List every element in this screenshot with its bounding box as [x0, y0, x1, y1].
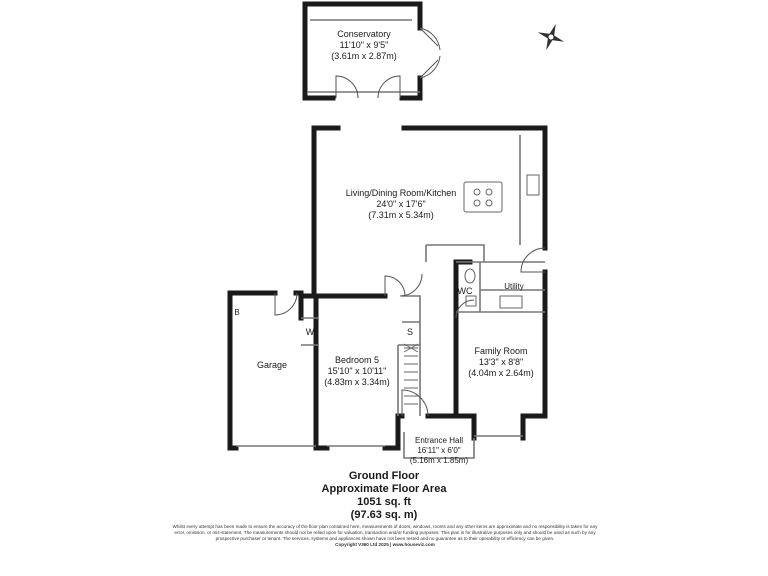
room-dims-metric: (5.16m x 1.85m)	[409, 456, 469, 465]
room-name: WC	[457, 286, 473, 296]
wardrobe-marker	[304, 327, 316, 338]
disclaimer-text: Whilst every attempt has been made to ensure the accuracy of the floor plan contained here, measurements of doors, windows, rooms and any other items are approximate and no responsibility is taken for any error, omission, or mis-statement. The measurements should not be relied upon for valuation, transaction and/or funding purposes. This plan is for illustrative purposes only and should be used as such by any prospective purchaser or tenant. The services, systems and appliances shown have not been tested and no guarantee as to their operability or efficiency can be given.	[172, 524, 598, 541]
wc-label	[455, 286, 475, 297]
boiler-marker	[232, 307, 242, 318]
room-dims-imperial: 13'3" x 8'8"	[478, 357, 524, 367]
room-name: Utility	[504, 282, 524, 291]
garage-label	[252, 360, 292, 371]
floor-area-sqft: 1051 sq. ft	[357, 496, 411, 508]
floor-area-summary	[300, 470, 468, 522]
room-name: Entrance Hall	[414, 436, 464, 445]
floor-area-sqm: (97.63 sq. m)	[350, 509, 418, 521]
room-dims-imperial: 11'10" x 9'5"	[339, 40, 389, 50]
room-name: Garage	[256, 360, 288, 370]
copyright-text: Copyright V360 Ltd 2025 | www.houseviz.com	[335, 542, 435, 547]
room-dims-metric: (4.04m x 2.64m)	[468, 368, 534, 378]
entrance-label	[404, 436, 474, 466]
floor-area-title: Approximate Floor Area	[321, 483, 447, 495]
room-name: Bedroom 5	[334, 355, 380, 365]
room-dims-imperial: 24'0" x 17'6"	[376, 199, 426, 209]
room-dims-imperial: 16'11" x 6'0"	[417, 446, 461, 455]
bedroom5-label	[318, 355, 396, 388]
thin-walls	[236, 20, 545, 458]
living-label	[332, 188, 470, 221]
compass-icon	[533, 19, 569, 55]
disclaimer	[170, 524, 600, 548]
room-dims-metric: (7.31m x 5.34m)	[368, 210, 434, 220]
family-label	[462, 346, 540, 379]
room-dims-metric: (4.83m x 3.34m)	[324, 377, 390, 387]
marker-text: B	[234, 308, 240, 317]
marker-text: S	[406, 327, 413, 337]
marker-text: W	[305, 327, 315, 337]
room-name: Living/Dining Room/Kitchen	[345, 188, 457, 198]
room-name: Conservatory	[337, 29, 391, 39]
store-marker	[404, 327, 416, 338]
room-dims-metric: (3.61m x 2.87m)	[331, 51, 397, 61]
conservatory-label	[318, 29, 410, 62]
room-dims-imperial: 15'10" x 10'11"	[327, 366, 387, 376]
utility-label	[496, 281, 532, 292]
floor-level: Ground Floor	[348, 470, 420, 482]
room-name: Family Room	[474, 346, 528, 356]
